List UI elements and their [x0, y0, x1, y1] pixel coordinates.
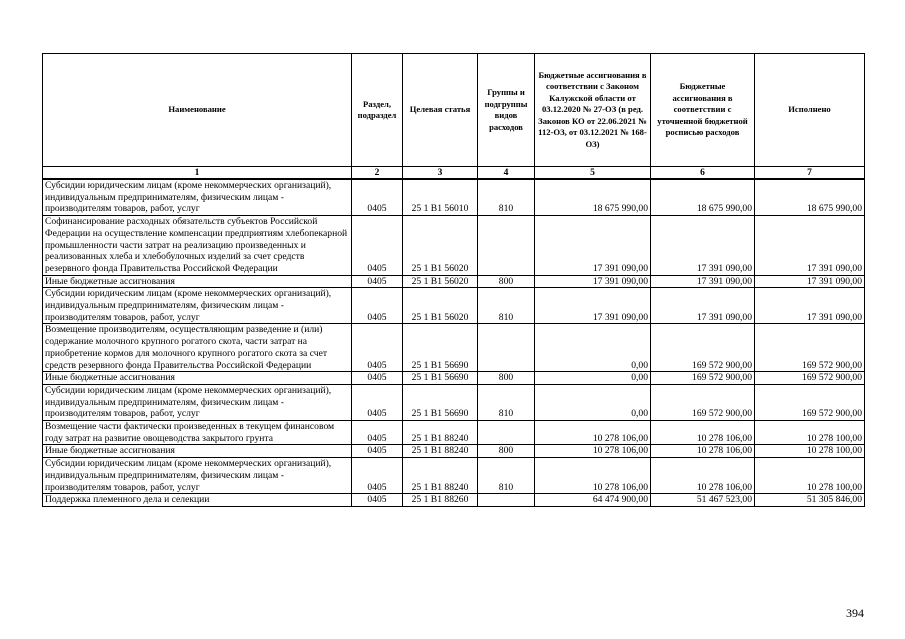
row-group: 800 — [478, 372, 535, 385]
row-group — [478, 216, 535, 276]
row-law-allocation: 64 474 900,00 — [535, 494, 651, 507]
column-number: 7 — [755, 167, 865, 180]
row-law-allocation: 10 278 106,00 — [535, 421, 651, 445]
header-section: Раздел, подраздел — [352, 54, 403, 167]
header-law-allocation: Бюджетные ассигнования в соответствии с Законом Калужской области от 03.12.2020 № 27-ОЗ (в ред. Законов КО от 22.06.2021 № 112-ОЗ, от 03.12.2021 № 168-ОЗ) — [535, 54, 651, 167]
row-executed: 10 278 100,00 — [755, 458, 865, 494]
row-article: 25 1 B1 56020 — [403, 216, 478, 276]
table-row — [43, 458, 865, 494]
row-section: 0405 — [352, 494, 403, 507]
row-law-allocation: 18 675 990,00 — [535, 179, 651, 216]
row-executed: 17 391 090,00 — [755, 216, 865, 276]
table-header-row — [43, 54, 865, 167]
row-executed: 169 572 900,00 — [755, 324, 865, 372]
row-group: 800 — [478, 275, 535, 288]
row-refined-allocation: 51 467 523,00 — [651, 494, 755, 507]
row-law-allocation: 10 278 106,00 — [535, 445, 651, 458]
column-number-row — [43, 167, 865, 180]
column-number: 1 — [43, 167, 352, 180]
table-row — [43, 179, 865, 216]
row-section: 0405 — [352, 458, 403, 494]
column-number: 6 — [651, 167, 755, 180]
row-law-allocation: 10 278 106,00 — [535, 458, 651, 494]
row-executed: 51 305 846,00 — [755, 494, 865, 507]
row-law-allocation: 17 391 090,00 — [535, 288, 651, 324]
row-law-allocation: 0,00 — [535, 384, 651, 420]
row-group: 810 — [478, 288, 535, 324]
row-law-allocation: 17 391 090,00 — [535, 216, 651, 276]
row-refined-allocation: 17 391 090,00 — [651, 216, 755, 276]
row-section: 0405 — [352, 216, 403, 276]
row-name: Возмещение части фактически произведенных в текущем финансовом году затрат на развитие овощеводства закрытого грунта — [43, 421, 352, 445]
row-refined-allocation: 169 572 900,00 — [651, 324, 755, 372]
table-row — [43, 324, 865, 372]
row-article: 25 1 B1 56690 — [403, 384, 478, 420]
table-row — [43, 494, 865, 507]
row-article: 25 1 B1 88240 — [403, 445, 478, 458]
row-executed: 169 572 900,00 — [755, 372, 865, 385]
row-executed: 10 278 100,00 — [755, 421, 865, 445]
row-article: 25 1 B1 88240 — [403, 458, 478, 494]
row-refined-allocation: 17 391 090,00 — [651, 288, 755, 324]
row-section: 0405 — [352, 445, 403, 458]
row-executed: 169 572 900,00 — [755, 384, 865, 420]
row-section: 0405 — [352, 275, 403, 288]
row-group — [478, 421, 535, 445]
column-number: 3 — [403, 167, 478, 180]
row-article: 25 1 B1 56010 — [403, 179, 478, 216]
row-group: 810 — [478, 384, 535, 420]
row-group: 810 — [478, 179, 535, 216]
row-refined-allocation: 10 278 106,00 — [651, 445, 755, 458]
row-article: 25 1 B1 56020 — [403, 288, 478, 324]
row-article: 25 1 B1 56690 — [403, 372, 478, 385]
row-executed: 17 391 090,00 — [755, 275, 865, 288]
row-executed: 18 675 990,00 — [755, 179, 865, 216]
row-section: 0405 — [352, 384, 403, 420]
row-section: 0405 — [352, 324, 403, 372]
row-article: 25 1 B1 56690 — [403, 324, 478, 372]
row-refined-allocation: 10 278 106,00 — [651, 421, 755, 445]
row-name: Поддержка племенного дела и селекции — [43, 494, 352, 507]
row-article: 25 1 B1 88240 — [403, 421, 478, 445]
budget-table — [42, 53, 865, 507]
row-group — [478, 494, 535, 507]
row-name: Субсидии юридическим лицам (кроме некоммерческих организаций), индивидуальным предпринимателям, физическим лицам - производителям товаров, работ, услуг — [43, 179, 352, 216]
header-refined-allocation: Бюджетные ассигнования в соответствии с уточненной бюджетной росписью расходов — [651, 54, 755, 167]
row-law-allocation: 0,00 — [535, 324, 651, 372]
column-number: 4 — [478, 167, 535, 180]
row-group: 810 — [478, 458, 535, 494]
row-refined-allocation: 18 675 990,00 — [651, 179, 755, 216]
row-name: Софинансирование расходных обязательств субъектов Российской Федерации на осуществление компенсации предприятиям хлебопекарной промышленности части затрат на реализацию произведенных и реализованных хлеба и хлебобулочных изделий за счет средств резервного фонда Правительства Российской Федерации — [43, 216, 352, 276]
row-section: 0405 — [352, 421, 403, 445]
header-group: Группы и подгруппы видов расходов — [478, 54, 535, 167]
row-name: Иные бюджетные ассигнования — [43, 372, 352, 385]
row-executed: 10 278 100,00 — [755, 445, 865, 458]
header-name: Наименование — [43, 54, 352, 167]
row-section: 0405 — [352, 372, 403, 385]
row-section: 0405 — [352, 288, 403, 324]
row-law-allocation: 17 391 090,00 — [535, 275, 651, 288]
row-name: Иные бюджетные ассигнования — [43, 445, 352, 458]
column-number: 5 — [535, 167, 651, 180]
row-law-allocation: 0,00 — [535, 372, 651, 385]
table-row — [43, 216, 865, 276]
header-executed: Исполнено — [755, 54, 865, 167]
table-row — [43, 288, 865, 324]
row-article: 25 1 B1 88260 — [403, 494, 478, 507]
table-row — [43, 275, 865, 288]
row-article: 25 1 B1 56020 — [403, 275, 478, 288]
row-group: 800 — [478, 445, 535, 458]
row-name: Субсидии юридическим лицам (кроме некоммерческих организаций), индивидуальным предпринимателям, физическим лицам - производителям товаров, работ, услуг — [43, 384, 352, 420]
table-row — [43, 372, 865, 385]
column-number: 2 — [352, 167, 403, 180]
row-name: Иные бюджетные ассигнования — [43, 275, 352, 288]
page-number: 394 — [846, 606, 864, 620]
table-row — [43, 384, 865, 420]
row-executed: 17 391 090,00 — [755, 288, 865, 324]
row-refined-allocation: 169 572 900,00 — [651, 372, 755, 385]
row-name: Субсидии юридическим лицам (кроме некоммерческих организаций), индивидуальным предпринимателям, физическим лицам - производителям товаров, работ, услуг — [43, 288, 352, 324]
row-refined-allocation: 169 572 900,00 — [651, 384, 755, 420]
row-group — [478, 324, 535, 372]
table-row — [43, 421, 865, 445]
row-refined-allocation: 17 391 090,00 — [651, 275, 755, 288]
header-article: Целевая статья — [403, 54, 478, 167]
row-name: Субсидии юридическим лицам (кроме некоммерческих организаций), индивидуальным предпринимателям, физическим лицам - производителям товаров, работ, услуг — [43, 458, 352, 494]
row-name: Возмещение производителям, осуществляющим разведение и (или) содержание молочного крупного рогатого скота, части затрат на приобретение кормов для молочного крупного рогатого скота за счет средств резервного фонда Правительства Российской Федерации — [43, 324, 352, 372]
row-refined-allocation: 10 278 106,00 — [651, 458, 755, 494]
row-section: 0405 — [352, 179, 403, 216]
table-row — [43, 445, 865, 458]
